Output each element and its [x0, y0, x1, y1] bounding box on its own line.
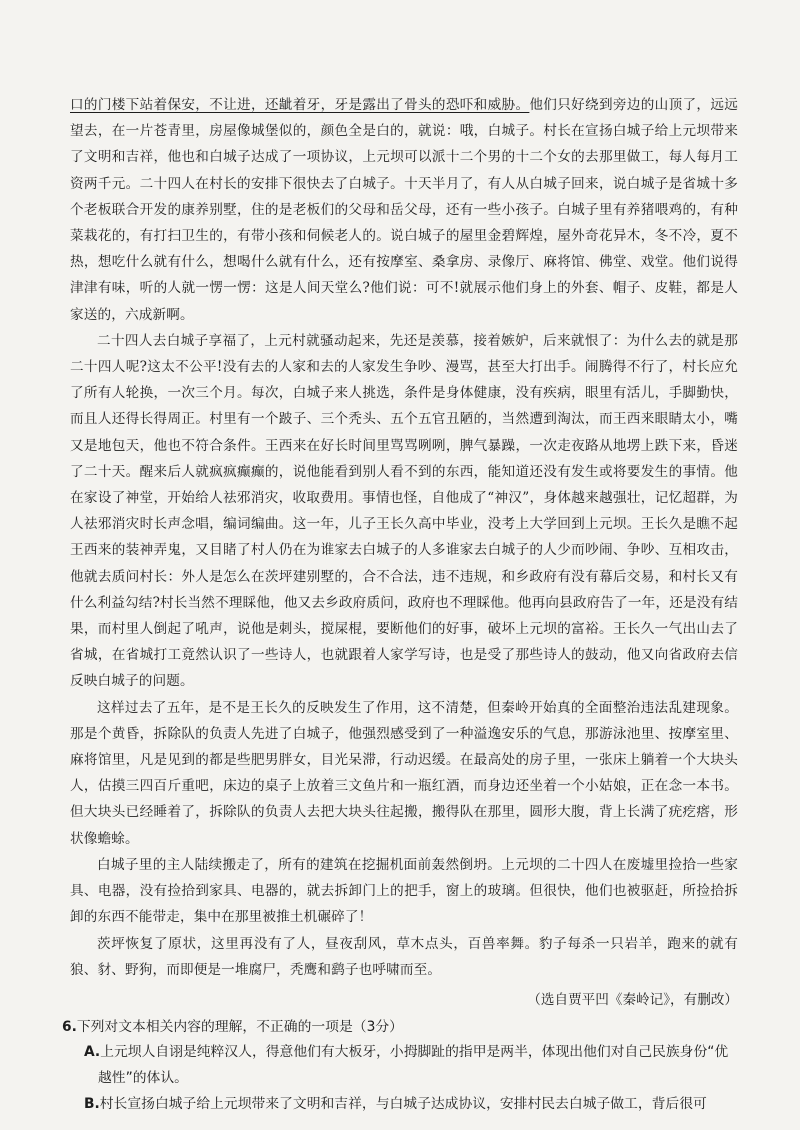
passage-source: （选自贾平凹《秦岭记》，有删改） — [527, 991, 738, 1008]
passage-paragraph-2: 二十四人去白城子享福了，上元村就骚动起来，先还是羡慕，接着嫉妒，后来就恨了：为什么去的就是那二十四人呢?这太不公平!没有去的人家和去的人家发生争吵、漫骂，甚至大打出手。闹腾得不行了，村长应允了所有人轮换，一次三个月。每次，白城子来人挑选，条件是身体健康，没有疾病，眼里有活儿，手脚勤快，而且人还得长得周正。村里有一个跛子、三个秃头、五个五官丑陋的，当然遭到淘汰，而王西来眼睛太小，嘴又是地包天，他也不符合条件。王西来在好长时间里骂骂咧咧，脾气暴躁，一次走夜路从地塄上跌下来，昏迷了二十天。醒来后人就疯疯癫癫的，说他能看到别人看不到的东西，能知道还没有发生或将要发生的事情。他在家设了神堂，开始给人祛邪消灾，收取费用。事情也怪，自他成了“神汉”，身体越来越强壮，记忆超群，为人祛邪消灾时长声念唱，编词编曲。这一年，儿子王长久高中毕业，没考上大学回到上元坝。王长久是瞧不起王西来的装神弄鬼，又目睹了村人仍在为谁家去白城子的人多谁家去白城子的人少而吵闹、争吵、互相攻击，他就去质问村长：外人是怎么在茨坪建别墅的，合不合法，违不违规，和乡政府有没有幕后交易，和村长又有什么利益勾结?村长当然不理睬他，他又去乡政府质问，政府也不理睬他。他再向县政府告了一年，还是没有结果，而村里人倒起了吼声，说他是刺头，搅屎棍，要断他们的好事，破坏上元坝的富裕。王长久一气出山去了省城，在省城打工竟然认识了一些诗人，也就跟着人家学写诗，也是受了那些诗人的鼓动，他又向省政府去信反映白城子的问题。 — [70, 332, 738, 690]
option-a[interactable] — [84, 1039, 738, 1091]
passage-paragraph-5: 茨坪恢复了原状，这里再没有了人，昼夜刮风，草木点头，百兽率舞。豹子每杀一只岩羊，跑来的就有狼、豺、野狗，而即便是一堆腐尸，秃鹰和鹞子也呼啸而至。 — [70, 935, 738, 978]
question-stem — [62, 1015, 738, 1039]
question-6 — [62, 1015, 738, 1117]
passage-paragraph-1 — [70, 92, 738, 328]
option-a-text: 上元坝人自诩是纯粹汉人，得意他们有大板牙，小拇脚趾的指甲是两半，体现出他们对自己民族身份“优越性”的体认。 — [98, 1043, 729, 1086]
option-b[interactable] — [84, 1091, 738, 1117]
question-number: 6. — [62, 1018, 77, 1035]
question-stem-text: 下列对文本相关内容的理解，不正确的一项是（3分） — [76, 1018, 403, 1035]
passage-paragraph-1-rest: 他们只好绕到旁边的山顶了，远远望去，在一片苍青里，房屋像城堡似的，颜色全是白的，就说：哦，白城子。村长在宣扬白城子给上元坝带来了文明和吉祥，他也和白城子达成了一项协议，上元坝可以派十二个男的十二个女的去那里做工，每人每月工资两千元。二十四人在村长的安排下很快去了白城子。十天半月了，有人从白城子回来，说白城子是省城十多个老板联合开发的康养别墅，住的是老板们的父母和岳父母，还有一些小孩子。白城子里有养猪喂鸡的，有种菜栽花的，有打扫卫生的，有带小孩和伺候老人的。说白城子的屋里金碧辉煌，屋外奇花异木，冬不冷，夏不热，想吃什么就有什么，想喝什么就有什么，还有按摩室、桑拿房、录像厅、麻将馆、佛堂、戏堂。他们说得津津有味，听的人就一愣一愣：这是人间天堂么?他们说：可不!就展示他们身上的外套、帽子、皮鞋，都是人家送的，六成新啊。 — [70, 97, 739, 323]
passage-paragraph-4: 白城子里的主人陆续搬走了，所有的建筑在挖掘机面前轰然倒坍。上元坝的二十四人在废墟里捡拾一些家具、电器，没有捡拾到家具、电器的，就去拆卸门上的把手，窗上的玻璃。但很快，他们也被驱赶，所捡拾拆卸的东西不能带走，集中在那里被推土机碾碎了！ — [70, 856, 738, 926]
option-b-text: 村长宣扬白城子给上元坝带来了文明和吉祥，与白城子达成协议，安排村民去白城子做工，背后很可 — [99, 1095, 707, 1112]
option-b-label: B. — [84, 1095, 100, 1112]
option-a-label: A. — [84, 1043, 101, 1060]
passage-paragraph-3: 这样过去了五年，是不是王长久的反映发生了作用，这不清楚，但秦岭开始真的全面整治违法乱建现象。那是个黄昏，拆除队的负责人先进了白城子，他强烈感受到了一种溢逸安乐的气息，那游泳池里、按摩室里、麻将馆里，凡是见到的都是些肥男胖女，目光呆滞，行动迟缓。在最高处的房子里，一张床上躺着一个大块头人，估摸三四百斤重吧，床边的桌子上放着三文鱼片和一瓶红酒，而身边还坐着一个小姑娘，正在念一本书。但大块头已经睡着了，拆除队的负责人去把大块头往起搬，搬得队在那里，圆形大腹，背上长满了疣疙瘩，形状像蟾蜍。 — [70, 699, 738, 847]
underlined-sentence: 口的门楼下站着保安，不让进，还龇着牙，牙是露出了骨头的恐吓和威胁。 — [70, 97, 530, 113]
